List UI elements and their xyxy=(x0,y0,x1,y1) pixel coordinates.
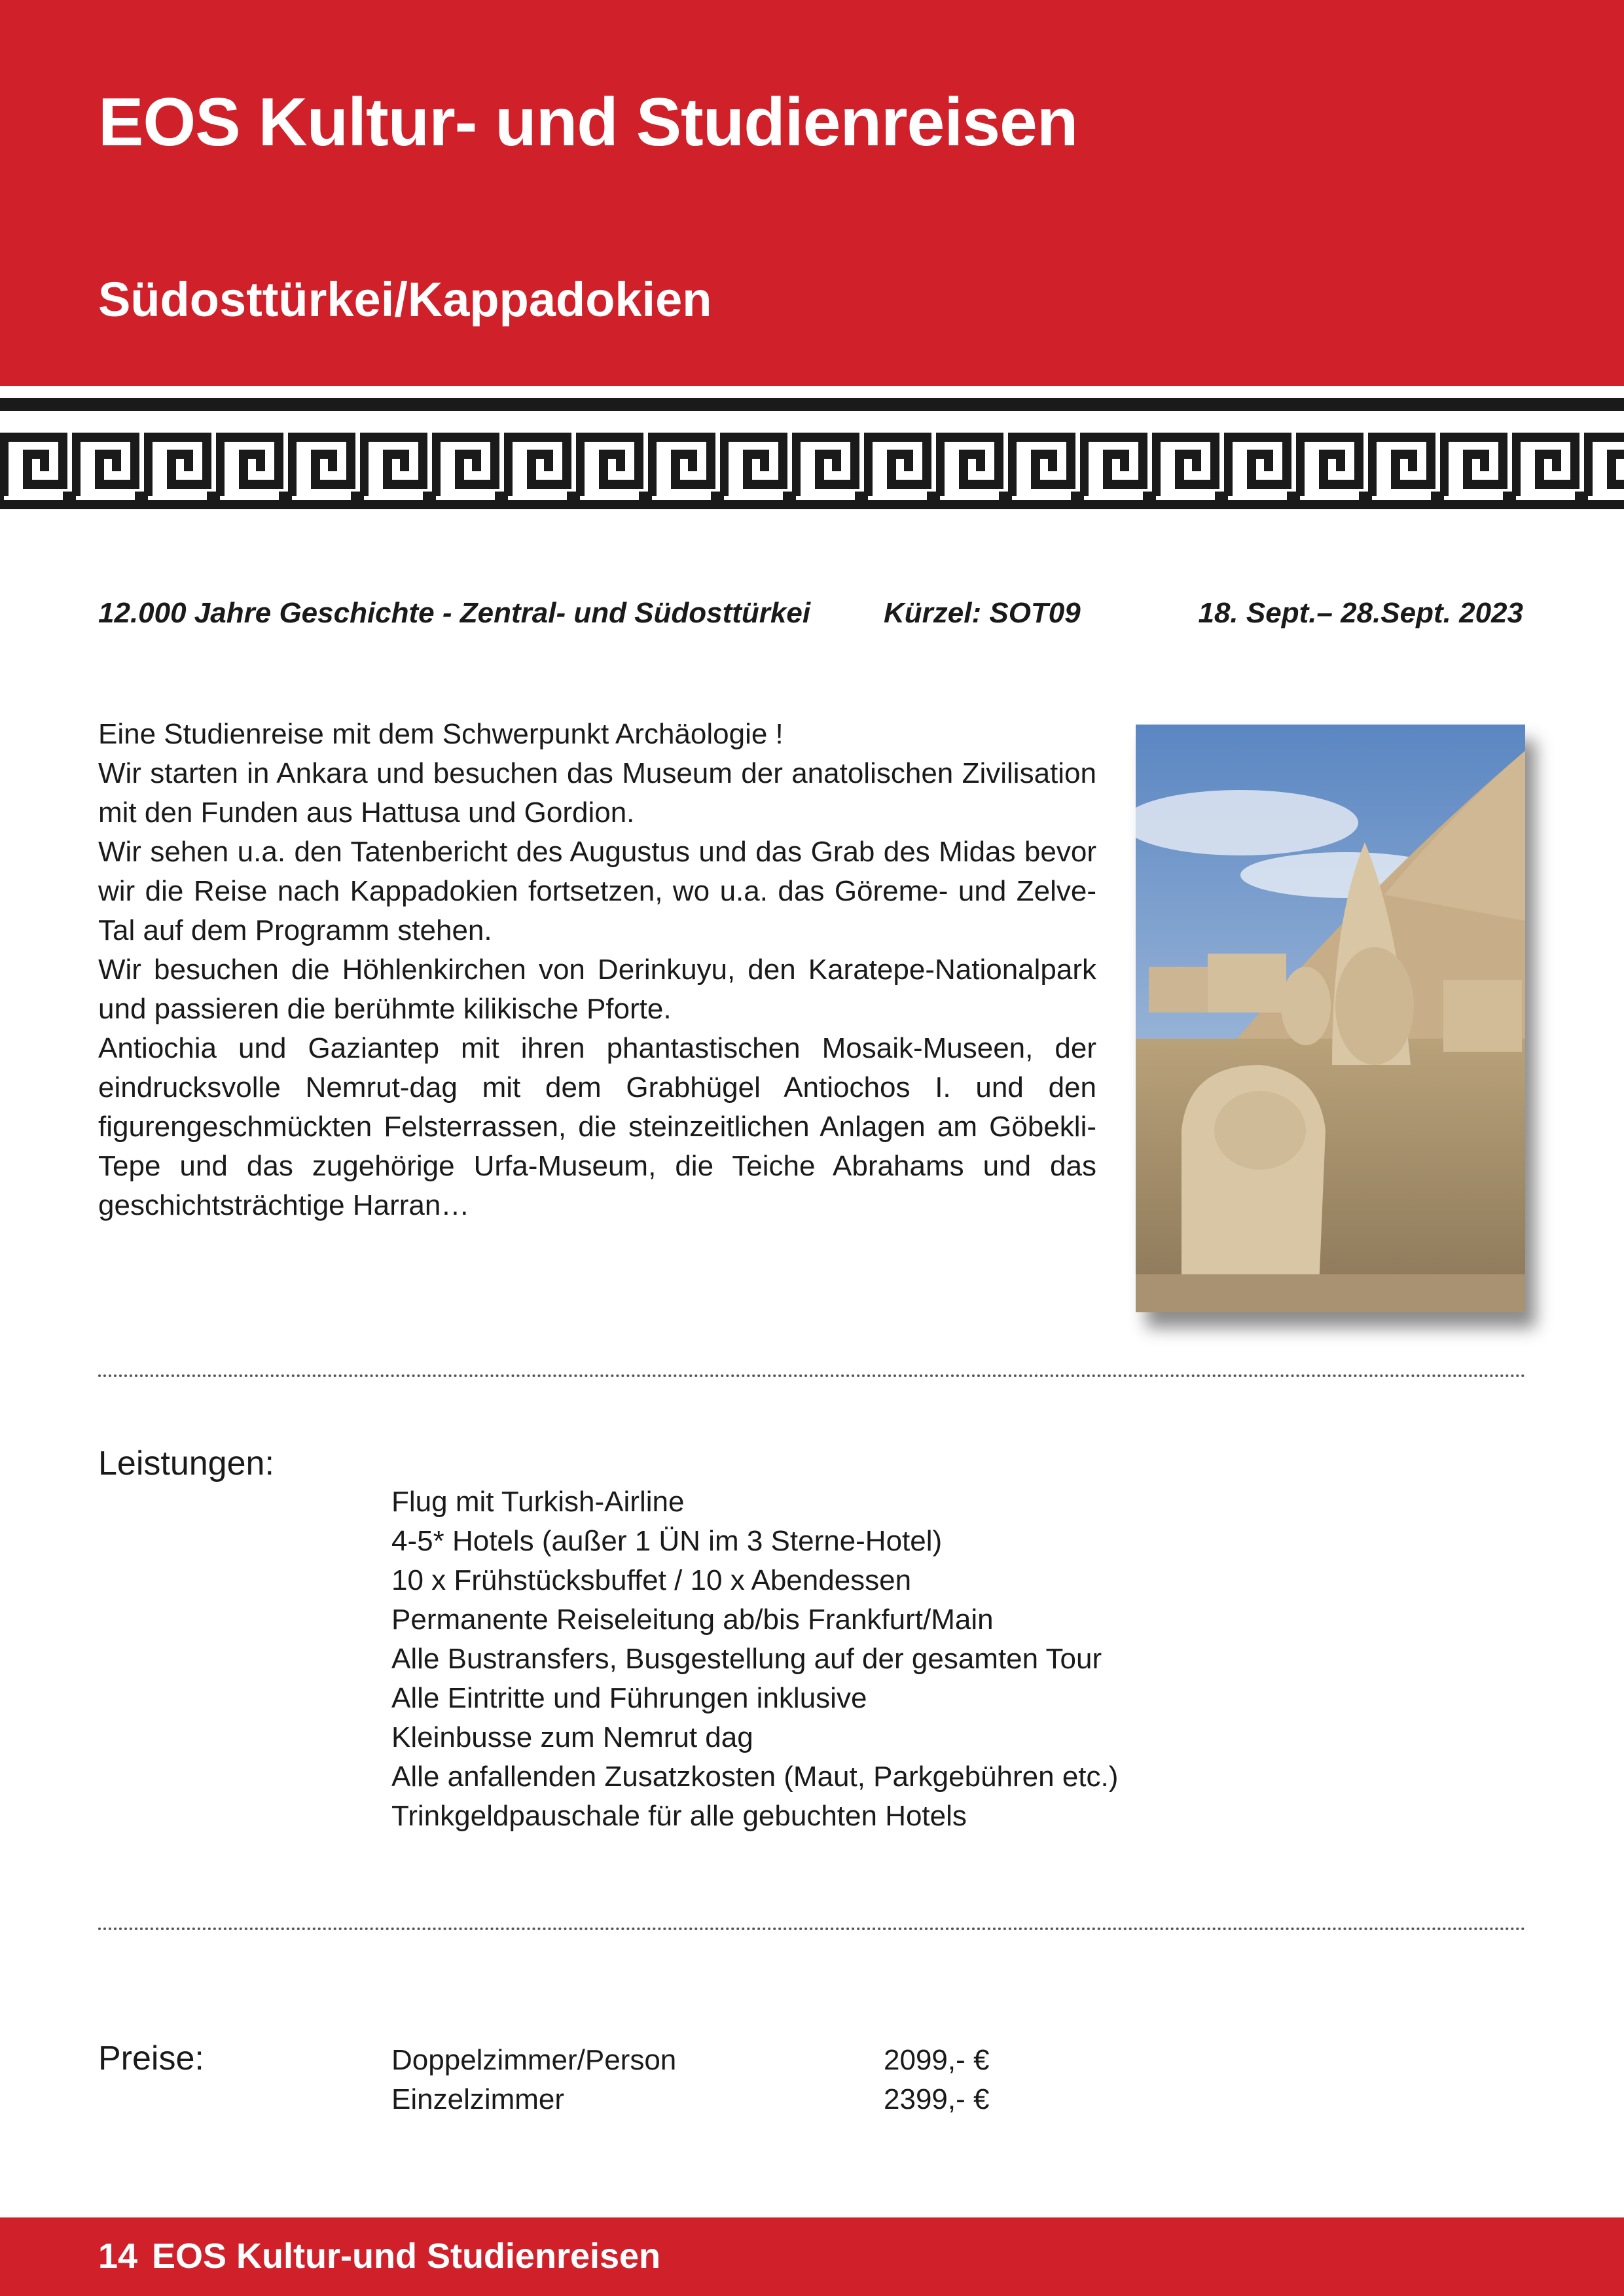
room-type: Einzelzimmer xyxy=(391,2083,565,2115)
price-amount: 2399,- € xyxy=(884,2083,990,2115)
tour-code: Kürzel: SOT09 xyxy=(884,597,1081,629)
services-label: Leistungen: xyxy=(98,1444,274,1482)
region-title: Südosttürkei/Kappadokien xyxy=(98,272,712,327)
footer-bar xyxy=(0,2217,1624,2296)
service-item: Flug mit Turkish-Airline xyxy=(391,1486,685,1518)
room-type: Doppelzimmer/Person xyxy=(391,2044,677,2076)
page-number: 14 xyxy=(98,2236,138,2276)
prices-label: Preise: xyxy=(98,2039,204,2077)
tour-name: 12.000 Jahre Geschichte - Zentral- und Südosttürkei xyxy=(98,597,811,629)
service-item: Alle Bustransfers, Busgestellung auf der gesamten Tour xyxy=(391,1643,1102,1675)
price-row xyxy=(391,2041,1046,2080)
price-table xyxy=(391,2041,1046,2119)
service-item: Alle Eintritte und Führungen inklusive xyxy=(391,1682,867,1714)
nemrut-dag-photo xyxy=(1136,725,1525,1312)
header-banner xyxy=(0,0,1624,386)
service-item: Kleinbusse zum Nemrut dag xyxy=(391,1721,753,1753)
price-amount: 2099,- € xyxy=(884,2044,990,2076)
intro-text xyxy=(98,715,1096,1225)
intro-paragraph: Antiochia und Gaziantep mit ihren phantastischen Mosaik-Museen, der eindrucksvolle Nemrut-dag mit dem Grabhügel Antiochos I. und den figurengeschmückten Felsterrassen, die steinzeitlichen Anlagen am Göbekli-Tepe und das zugehörige Urfa-Museum, die Teiche Abrahams und das geschichtsträchtige Harran… xyxy=(98,1032,1096,1221)
service-item: Permanente Reiseleitung ab/bis Frankfurt/Main xyxy=(391,1604,994,1636)
tour-dates: 18. Sept.– 28.Sept. 2023 xyxy=(1198,597,1523,629)
section-divider xyxy=(98,1928,1526,1930)
intro-paragraph: Wir starten in Ankara und besuchen das Museum der anatolischen Zivilisation mit den Funden aus Hattusa und Gordion. xyxy=(98,757,1096,829)
footer-text: EOS Kultur-und Studienreisen xyxy=(152,2236,661,2276)
intro-paragraph: Wir sehen u.a. den Tatenbericht des Augustus und das Grab des Midas bevor wir die Reise nach Kappadokien fortsetzen, wo u.a. das Göreme- und Zelve-Tal auf dem Programm stehen. xyxy=(98,836,1096,946)
brand-title: EOS Kultur- und Studienreisen xyxy=(98,84,1078,160)
section-divider xyxy=(98,1374,1526,1377)
service-item: 4-5* Hotels (außer 1 ÜN im 3 Sterne-Hotel) xyxy=(391,1525,943,1557)
service-item: 10 x Frühstücksbuffet / 10 x Abendessen xyxy=(391,1564,912,1596)
price-row xyxy=(391,2080,1046,2119)
service-item: Trinkgeldpauschale für alle gebuchten Hotels xyxy=(391,1800,967,1832)
greek-key-border xyxy=(0,398,1624,509)
intro-paragraph: Eine Studienreise mit dem Schwerpunkt Archäologie ! xyxy=(98,718,784,750)
photo-illustration xyxy=(1136,725,1525,1312)
service-item: Alle anfallenden Zusatzkosten (Maut, Parkgebühren etc.) xyxy=(391,1761,1119,1793)
services-list xyxy=(391,1482,1118,1836)
intro-paragraph: Wir besuchen die Höhlenkirchen von Derinkuyu, den Karatepe-Nationalpark und passieren die berühmte kilikische Pforte. xyxy=(98,954,1096,1025)
